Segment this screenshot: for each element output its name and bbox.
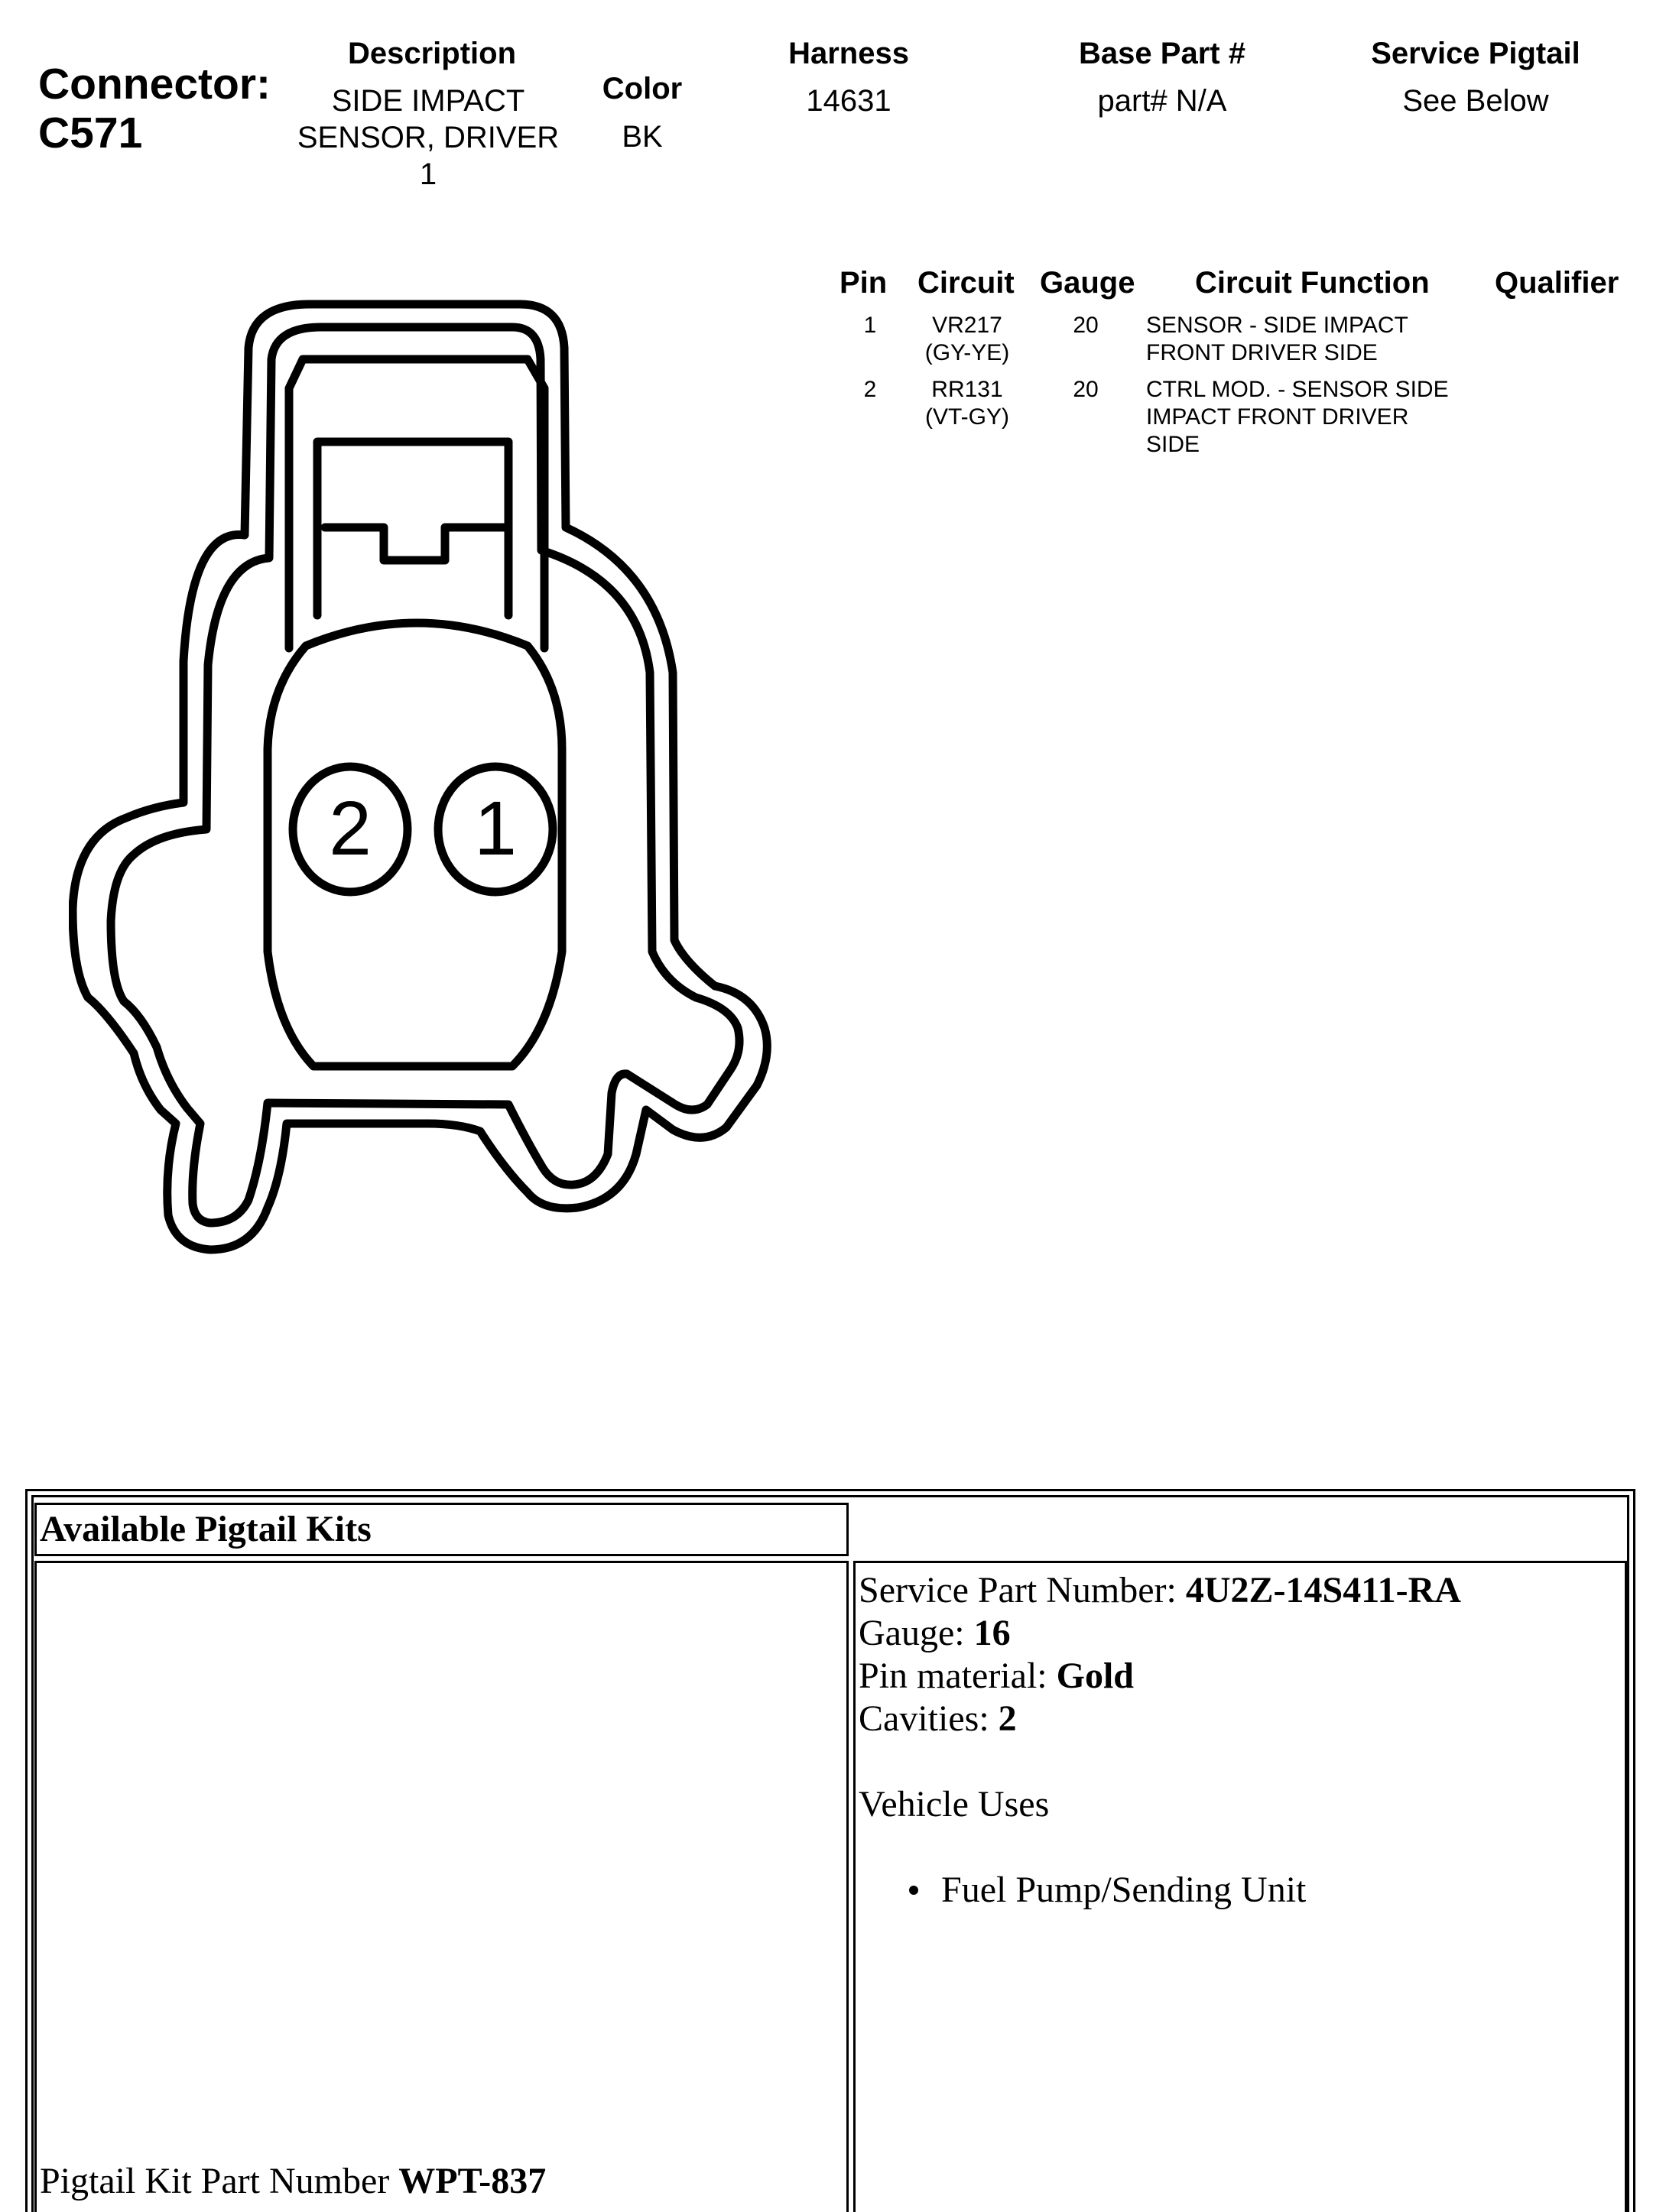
service-part-number <box>859 1569 1461 1612</box>
connector-title <box>38 60 271 157</box>
gauge-value: 20 <box>1073 377 1099 402</box>
function-line: CTRL MOD. - SENSOR SIDE <box>1146 377 1449 402</box>
pigtail-title-cell <box>34 1503 849 1556</box>
cavities-value: 2 <box>998 1698 1017 1739</box>
base-part-value: part# N/A <box>1097 84 1227 118</box>
circuit-value <box>910 376 1025 431</box>
kit-part-number <box>40 2160 546 2203</box>
description-line: SENSOR, DRIVER <box>297 121 560 154</box>
pin-number: 2 <box>863 377 877 402</box>
header-harness: Harness <box>788 37 909 70</box>
connector-id: C571 <box>38 109 143 157</box>
cavities-info <box>859 1698 1017 1740</box>
header-color: Color <box>602 72 683 105</box>
pin-material-label: Pin material: <box>859 1656 1057 1696</box>
pigtail-kit-cell <box>34 1561 849 2212</box>
circuit-code: RR131 <box>931 377 1003 402</box>
latch-tab <box>325 527 505 560</box>
header-base-part: Base Part # <box>1079 37 1245 70</box>
connector-face-drawing <box>69 294 803 1273</box>
kit-part-label: Pigtail Kit Part Number <box>40 2161 399 2201</box>
service-pigtail-value: See Below <box>1402 84 1549 118</box>
circuit-color: (VT-GY) <box>925 404 1009 430</box>
circuit-code: VR217 <box>932 313 1002 338</box>
header-service-pigtail: Service Pigtail <box>1371 37 1580 70</box>
kit-part-value: WPT-837 <box>398 2161 547 2201</box>
gauge-info <box>859 1612 1011 1655</box>
color-value: BK <box>622 120 663 154</box>
gauge-value: 16 <box>973 1613 1011 1653</box>
pigtail-detail-cell <box>853 1561 1627 2212</box>
pin-number: 1 <box>863 313 877 338</box>
col-header-pin: Pin <box>839 266 888 300</box>
pin-1-label: 1 <box>474 786 517 871</box>
vehicle-uses-heading: Vehicle Uses <box>859 1784 1050 1824</box>
header-description: Description <box>347 37 517 70</box>
pigtail-kits-table <box>25 1489 1635 2212</box>
cavities-label: Cavities: <box>859 1698 999 1739</box>
list-item <box>909 1869 1306 1912</box>
gauge-label: Gauge: <box>859 1613 974 1653</box>
function-line: SENSOR - SIDE IMPACT <box>1146 313 1408 338</box>
service-part-label: Service Part Number: <box>859 1570 1186 1610</box>
circuit-function <box>1146 312 1490 367</box>
pigtail-title: Available Pigtail Kits <box>40 1509 372 1549</box>
col-header-circuit-function: Circuit Function <box>1195 266 1430 300</box>
gauge-value: 20 <box>1073 313 1099 338</box>
pin-cavity-body <box>268 623 562 1066</box>
col-header-circuit: Circuit <box>917 266 1015 300</box>
service-part-value: 4U2Z-14S411-RA <box>1185 1570 1461 1610</box>
description-line: SIDE IMPACT <box>331 84 525 118</box>
pin-material-info <box>859 1655 1134 1698</box>
vehicle-use-label: Fuel Pump/Sending Unit <box>941 1870 1307 1910</box>
connector-label: Connector: <box>38 60 271 109</box>
harness-value: 14631 <box>806 84 891 118</box>
circuit-color: (GY-YE) <box>924 340 1010 365</box>
function-line: FRONT DRIVER SIDE <box>1146 340 1378 365</box>
description-value <box>275 83 581 193</box>
description-line: 1 <box>419 157 437 191</box>
circuit-value <box>910 312 1025 367</box>
pin-material-value: Gold <box>1056 1656 1134 1696</box>
col-header-qualifier: Qualifier <box>1495 266 1619 300</box>
bullet-icon <box>909 1886 918 1895</box>
col-header-gauge: Gauge <box>1040 266 1135 300</box>
function-line: SIDE <box>1146 432 1200 457</box>
pin-2-label: 2 <box>329 786 372 871</box>
circuit-function <box>1146 376 1498 459</box>
housing-inner-outline <box>111 327 739 1223</box>
function-line: IMPACT FRONT DRIVER <box>1146 404 1409 430</box>
